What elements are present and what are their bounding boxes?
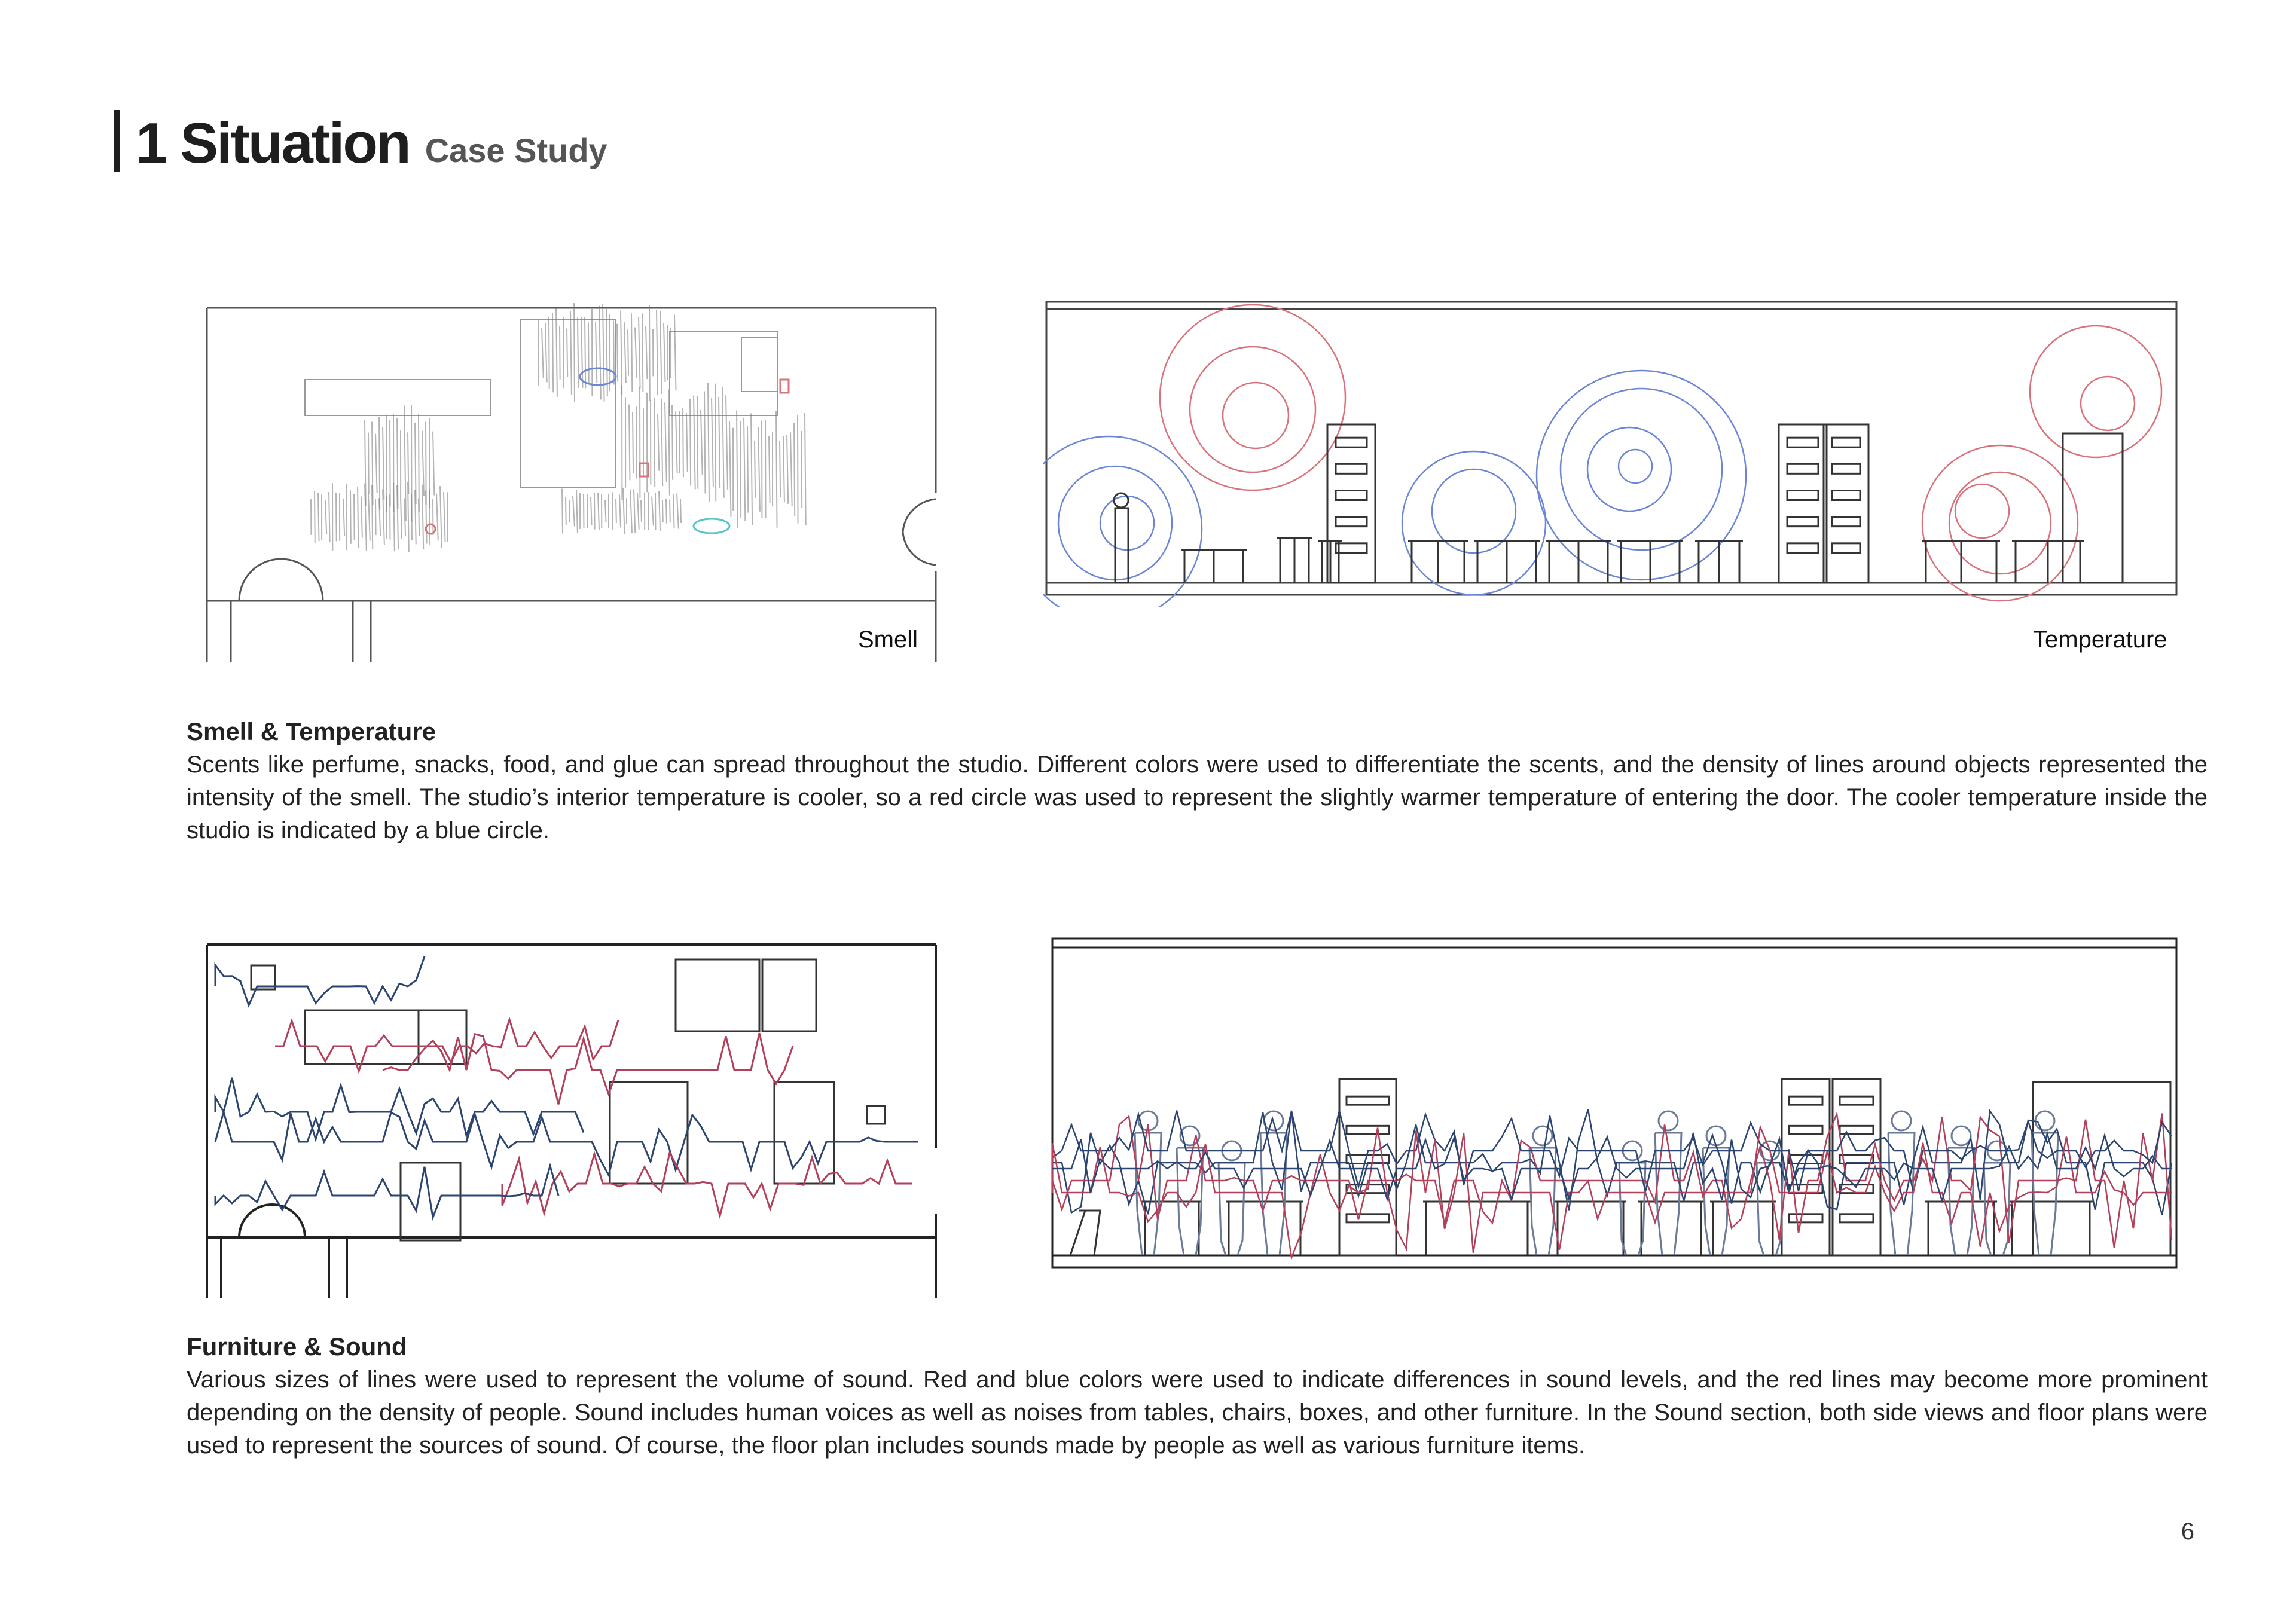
sound-floor-plan-drawing (203, 933, 945, 1303)
smell-floor-plan-drawing (203, 296, 945, 667)
page-header (114, 106, 607, 175)
smell-temperature-section (187, 715, 2208, 847)
temperature-section-drawing (1043, 296, 2191, 607)
temperature-furniture (1114, 424, 2123, 583)
sound-plan-waves (215, 956, 918, 1217)
header-accent-bar (114, 110, 120, 172)
section-heading: Smell & Temperature (187, 717, 436, 745)
section-body: Various sizes of lines were used to represent the volume of sound. Red and blue colors were used to indicate differences in sound levels, and the red lines may become more prominent depending on the density of people. Sound includes human voices as well as noises from tables, chairs, boxes, and other furniture. In the Sound section, both side views and floor plans were used to represent the sources of sound. Of course, the floor plan includes sounds made by people as well as various furniture items. (187, 1367, 2208, 1459)
page-subtitle: Case Study (425, 132, 607, 169)
page-title: 1 Situation (136, 111, 410, 175)
smell-hatch-lines (311, 303, 806, 552)
page-number: 6 (2181, 1518, 2194, 1545)
section-heading: Furniture & Sound (187, 1332, 407, 1361)
furniture-sound-section (187, 1330, 2208, 1462)
sound-section-drawing (1028, 924, 2200, 1282)
section-body: Scents like perfume, snacks, food, and glue can spread throughout the studio. Different colors were used to differentiate the scents, and the density of lines around objects represented the intensity of the smell. The studio’s interior temperature is cooler, so a red circle was used to represent the slightly warmer temperature of entering the door. The cooler temperature inside the studio is indicated by a blue circle. (187, 751, 2208, 843)
temperature-caption: Temperature (2033, 626, 2167, 653)
people-silhouettes (1135, 1111, 2058, 1255)
smell-caption: Smell (858, 626, 918, 653)
